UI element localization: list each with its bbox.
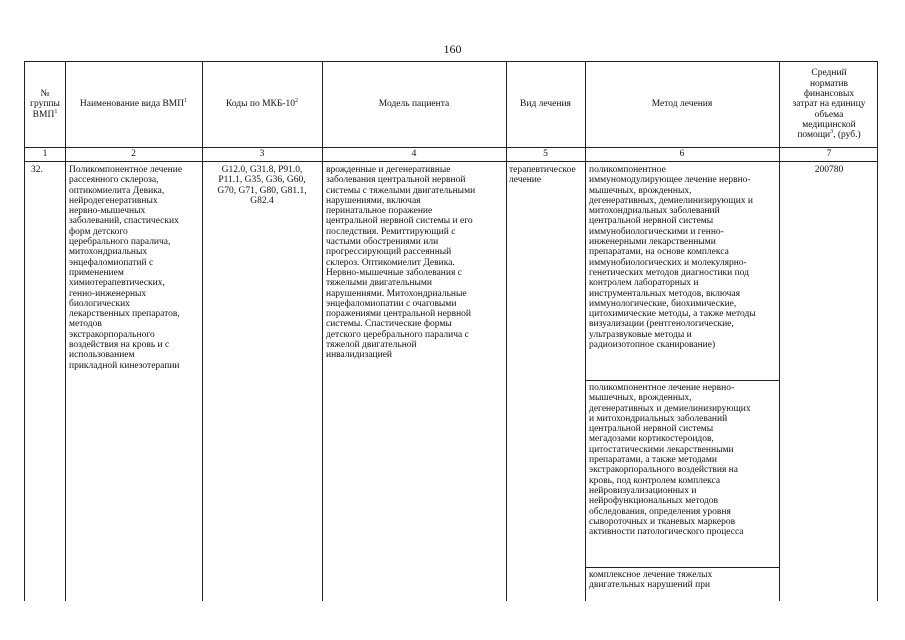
text-line: склероз. Оптикомиелит Девика. xyxy=(326,257,455,268)
text-line: мегадозами кортикостероидов, xyxy=(589,434,714,445)
text-line: нарушениями, включая xyxy=(326,195,421,206)
text-line: комплексное лечение тяжелых xyxy=(589,570,713,580)
text-line: биологических xyxy=(69,298,130,309)
footnote-mark: 1 xyxy=(184,98,188,105)
text-line: сывороточных и тканевых маркеров xyxy=(589,516,736,527)
header-text: затрат на единицу xyxy=(792,99,866,110)
text-line: рассеянного склероза, xyxy=(69,175,159,186)
cost-cell: 200780 xyxy=(814,165,844,175)
text-line: нарушениями. Митохондриальные xyxy=(326,288,467,299)
header-text: , (руб.) xyxy=(833,130,861,141)
text-line: центральной нервной системы xyxy=(589,216,714,227)
text-line: генно-инженерных xyxy=(69,288,147,299)
text-line: G70, G71, G80, G81.1, xyxy=(217,185,307,196)
text-line: препаратами, на основе комплекса xyxy=(589,247,729,258)
column-number: 2 xyxy=(131,149,136,159)
text-line: двигательных нарушений при xyxy=(589,580,711,591)
text-line: нейродегенеративных xyxy=(69,195,158,206)
text-line: препаратами, а также методами xyxy=(589,455,717,466)
column-number: 3 xyxy=(259,149,265,159)
text-line: генетических методов диагностики под xyxy=(589,267,749,278)
text-line: дегенеративных и демиелинизирующих xyxy=(589,403,751,414)
header-text: Модель пациента xyxy=(378,99,450,110)
treatment-method-cell-3 xyxy=(589,570,778,591)
text-line: воздействия на кровь и с xyxy=(69,340,170,351)
header-text: Наименование вида ВМП xyxy=(79,99,185,110)
text-line: заболеваний, спастических xyxy=(69,216,179,227)
header-treatment-method xyxy=(585,62,779,147)
method-divider xyxy=(585,380,779,381)
text-line: лечение xyxy=(509,175,542,186)
footnote-mark: 2 xyxy=(295,98,299,105)
header-icd-codes xyxy=(202,62,322,147)
treatment-type-cell xyxy=(509,165,584,186)
text-line: визуализации (рентгенологические, xyxy=(589,319,734,330)
header-text: финансовых xyxy=(803,89,855,100)
text-line: химиотерапевтических, xyxy=(69,278,165,289)
text-line: последствия. Ремиттирующий с xyxy=(326,226,456,237)
text-line: детского церебрального паралича с xyxy=(326,329,469,340)
header-text: Средний xyxy=(811,68,847,79)
text-line: митохондриальных заболеваний xyxy=(589,206,720,217)
header-text: норматив xyxy=(809,78,849,89)
text-line: системы с тяжелыми двигательными xyxy=(326,185,476,196)
method-divider xyxy=(585,567,779,568)
header-text: № xyxy=(40,89,50,100)
header-text: помощи xyxy=(797,130,831,141)
text-line: центральной нервной системы xyxy=(589,424,714,435)
text-line: поражениями центральной нервной xyxy=(326,309,471,320)
text-line: иммуномодулирующее лечение нервно- xyxy=(589,175,751,186)
group-number-cell: 32. xyxy=(31,165,43,175)
text-line: тяжелыми двигательными xyxy=(326,278,432,289)
vmp-name-cell xyxy=(69,165,201,371)
column-number: 1 xyxy=(42,149,48,159)
header-vmp-name xyxy=(65,62,202,147)
text-line: цитохимические методы, а также методы xyxy=(589,309,756,320)
text-line: Поликомпонентное лечение xyxy=(69,165,183,175)
text-line: иммунобиологическими и генно- xyxy=(589,226,724,237)
text-line: инвалидизацией xyxy=(326,350,393,361)
treatment-table xyxy=(24,61,878,601)
text-line: заболевания центральной нервной xyxy=(326,175,466,186)
text-line: и митохондриальных заболеваний xyxy=(589,413,728,424)
text-line: нейрофункциональных методов xyxy=(589,496,719,507)
text-line: методов xyxy=(69,319,102,330)
text-line: Нервно-мышечные заболевания с xyxy=(326,267,462,278)
text-line: использованием xyxy=(69,350,135,361)
patient-model-cell xyxy=(326,165,504,361)
column-number: 6 xyxy=(679,149,685,159)
header-text: Вид лечения xyxy=(520,99,571,110)
text-line: мышечных, врожденных, xyxy=(589,393,692,404)
text-line: дегенеративных, демиелинизирующих и xyxy=(589,195,754,206)
text-line: лекарственных препаратов, xyxy=(69,309,180,320)
text-line: оптикомиелита Девика, xyxy=(69,185,165,196)
text-line: форм детского xyxy=(69,226,128,237)
column-number: 7 xyxy=(826,149,832,159)
text-line: экстракорпорального воздействия на xyxy=(589,465,738,476)
text-line: митохондриальных xyxy=(69,247,148,258)
header-text: объема xyxy=(814,109,844,120)
header-text: группы xyxy=(30,99,60,110)
text-line: активности патологического процесса xyxy=(589,527,744,538)
header-text: медицинской xyxy=(802,119,856,130)
footnote-mark: 1 xyxy=(54,108,58,115)
text-line: иммунобиологических и молекулярно- xyxy=(589,257,747,268)
header-bottom-border xyxy=(25,147,877,148)
footnote-mark: 3 xyxy=(830,129,834,136)
header-group-number xyxy=(25,62,65,147)
treatment-method-cell-2 xyxy=(589,383,778,537)
header-cost-standard xyxy=(779,62,878,147)
header-patient-model xyxy=(322,62,506,147)
text-line: прикладной кинезотерапии xyxy=(69,360,180,371)
text-line: иммунологические, биохимические, xyxy=(589,298,737,309)
page-number: 160 xyxy=(443,42,462,56)
header-text: Метод лечения xyxy=(651,99,713,110)
text-line: контролем лабораторных и xyxy=(589,278,699,289)
text-line: инструментальных методов, включая xyxy=(589,288,740,299)
text-line: системы. Спастические формы xyxy=(326,319,452,330)
text-line: терапевтическое xyxy=(509,165,576,175)
header-text: ВМП xyxy=(32,109,55,120)
text-line: инженерными лекарственными xyxy=(589,237,716,248)
text-line: экстракорпорального xyxy=(69,329,155,340)
text-line: энцефаломиопатии с очаговыми xyxy=(326,298,457,309)
text-line: церебрального паралича, xyxy=(69,237,171,248)
text-line: врожденные и дегенеративные xyxy=(326,165,451,175)
text-line: тяжелой двигательной xyxy=(326,340,417,351)
text-line: прогрессирующий рассеянный xyxy=(326,247,452,258)
text-line: обследования, определения уровня xyxy=(589,506,731,517)
text-line: нервно-мышечных xyxy=(69,206,146,217)
header-text: Коды по МКБ-10 xyxy=(225,99,296,110)
text-line: P11.1, G35, G36, G60, xyxy=(218,175,306,186)
header-treatment-type xyxy=(506,62,585,147)
text-line: цитостатическими лекарственными xyxy=(589,444,734,455)
icd-codes-cell xyxy=(202,165,322,206)
text-line: мышечных, врожденных, xyxy=(589,185,692,196)
text-line: нейровизуализационных и xyxy=(589,485,697,496)
text-line: ультразвуковые методы и xyxy=(589,329,692,340)
text-line: поликомпонентное лечение нервно- xyxy=(589,383,735,393)
text-line: энцефаломиопатий с xyxy=(69,257,154,268)
text-line: кровь, под контролем комплекса xyxy=(589,475,721,486)
text-line: применением xyxy=(69,267,124,278)
text-line: частыми обострениями или xyxy=(326,237,439,248)
column-number: 5 xyxy=(543,149,548,159)
number-row-border xyxy=(25,161,877,162)
text-line: поликомпонентное xyxy=(589,165,666,175)
text-line: G12.0, G31.8, P91.0, xyxy=(221,165,303,175)
text-line: перинатальное поражение xyxy=(326,206,433,217)
text-line: G82.4 xyxy=(250,195,274,206)
column-number: 4 xyxy=(411,149,417,159)
treatment-method-cell-1 xyxy=(589,165,778,350)
text-line: радиоизотопное сканирование) xyxy=(589,340,716,351)
text-line: центральной нервной системы и его xyxy=(326,216,473,227)
